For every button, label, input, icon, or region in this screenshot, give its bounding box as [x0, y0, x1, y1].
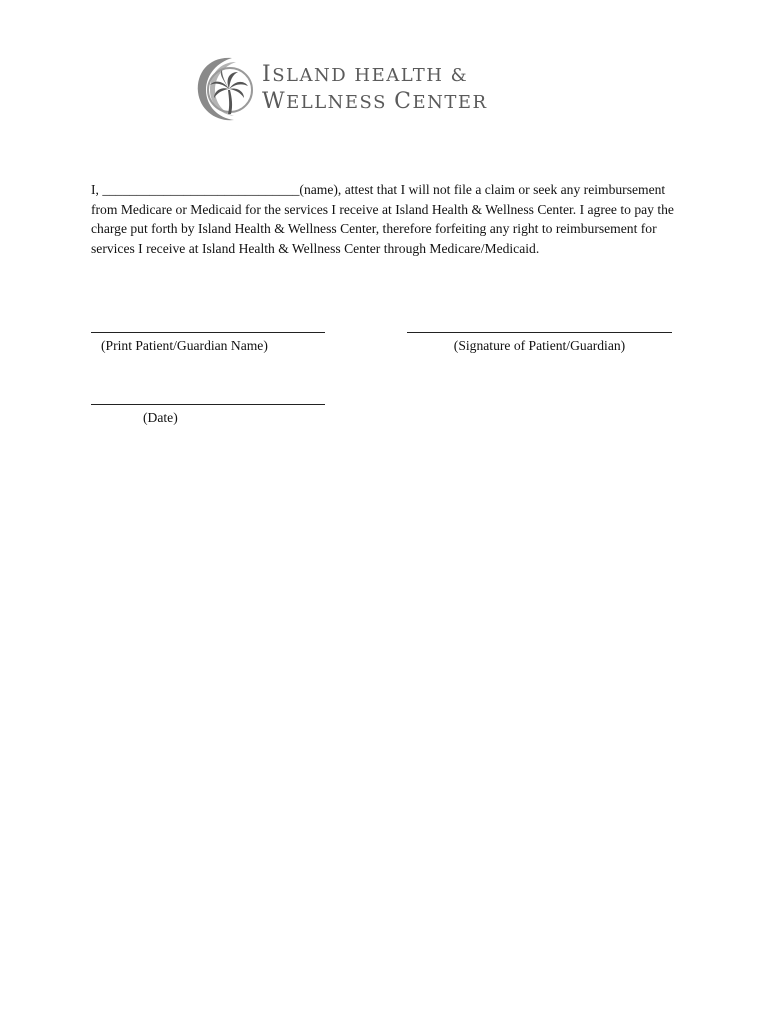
signature-line[interactable]	[407, 332, 672, 333]
attestation-text: I, _____________________________(name), attest that I will not file a claim or seek any reimbursement from Medicare or Medicaid for the services I receive at Island Health & Wellness Center. I agree to pay the charge put forth by Island Health & Wellness Center, therefore forfeiting any right to reimbursement for services I receive at Island Health & Wellness Center through Medicare/Medicaid.	[91, 182, 674, 256]
print-name-label: (Print Patient/Guardian Name)	[101, 338, 268, 353]
signature-label: (Signature of Patient/Guardian)	[453, 338, 626, 353]
date-line[interactable]	[91, 404, 325, 405]
signature-field[interactable]	[407, 332, 672, 354]
logo-wordmark	[262, 62, 502, 116]
date-field[interactable]	[91, 404, 325, 426]
print-name-line[interactable]	[91, 332, 325, 333]
logo-line-1: ISLAND HEALTH &	[262, 62, 469, 87]
logo-line-2: WELLNESS CENTER	[262, 89, 488, 114]
print-name-field[interactable]	[91, 332, 325, 354]
date-label: (Date)	[143, 410, 178, 425]
palm-tree-logo-icon	[192, 52, 258, 126]
organization-logo	[192, 52, 502, 128]
attestation-paragraph	[91, 180, 691, 258]
